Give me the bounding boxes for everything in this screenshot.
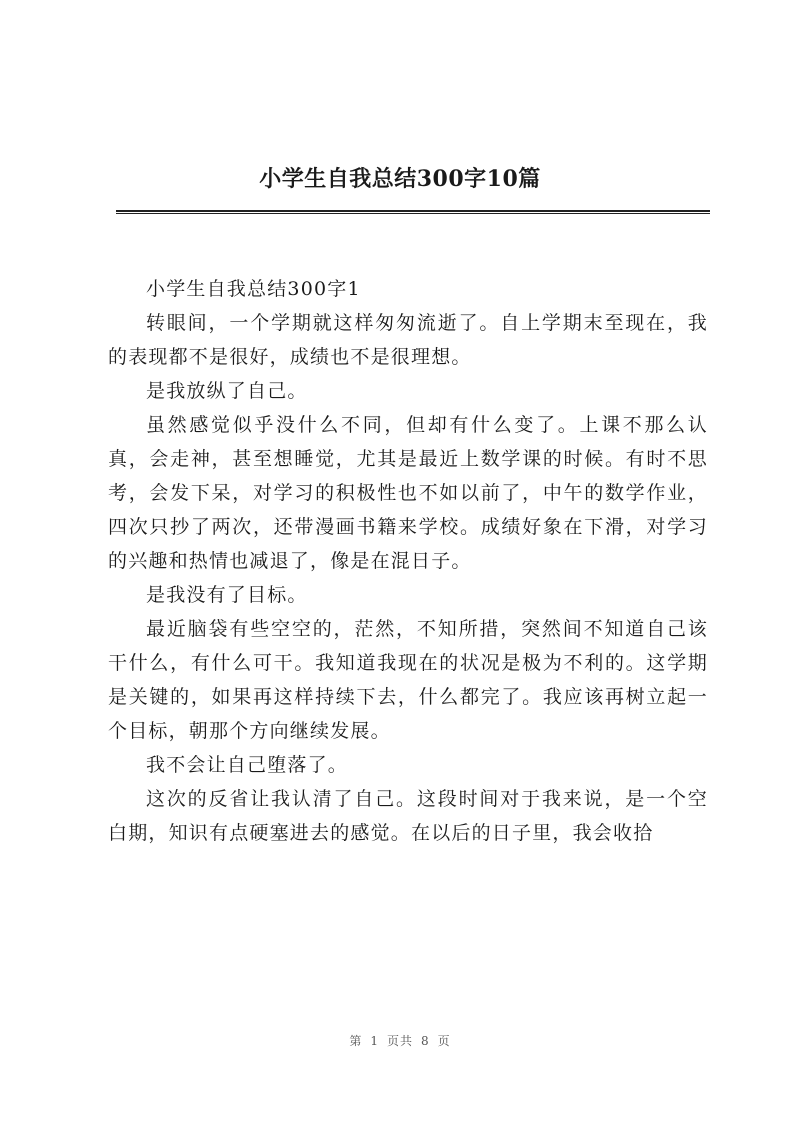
document-title: 小学生自我总结300字10篇 bbox=[259, 166, 541, 192]
paragraph: 虽然感觉似乎没什么不同，但却有什么变了。上课不那么认真，会走神，甚至想睡觉，尤其是最近上数学课的时候。有时不思考，会发下呆，对学习的积极性也不如以前了，中午的数学作业，四次只抄了两次，还带漫画书籍来学校。成绩好象在下滑，对学习的兴趣和热情也减退了，像是在混日子。 bbox=[108, 414, 708, 572]
current-page-number: 1 bbox=[370, 1034, 379, 1048]
footer-label-ye: 页 bbox=[437, 1034, 451, 1048]
total-pages-number: 8 bbox=[421, 1034, 430, 1048]
paragraph: 是我放纵了自己。 bbox=[146, 380, 308, 402]
document-body bbox=[108, 272, 708, 850]
page-footer bbox=[0, 1032, 800, 1049]
footer-label-ye-gong: 页共 bbox=[386, 1034, 413, 1048]
paragraph: 这次的反省让我认清了自己。这段时间对于我来说，是一个空白期，知识有点硬塞进去的感觉。在以后的日子里，我会收拾 bbox=[108, 788, 708, 844]
paragraph: 转眼间，一个学期就这样匆匆流逝了。自上学期末至现在，我的表现都不是很好，成绩也不是很理想。 bbox=[108, 312, 708, 368]
paragraph: 最近脑袋有些空空的，茫然，不知所措，突然间不知道自己该干什么，有什么可干。我知道我现在的状况是极为不利的。这学期是关键的，如果再这样持续下去，什么都完了。我应该再树立起一个目标，朝那个方向继续发展。 bbox=[108, 618, 708, 742]
paragraph: 是我没有了目标。 bbox=[146, 584, 308, 606]
paragraph: 我不会让自己堕落了。 bbox=[146, 754, 349, 776]
footer-label-di: 第 bbox=[349, 1034, 363, 1048]
section-heading: 小学生自我总结300字1 bbox=[146, 278, 361, 300]
title-divider bbox=[116, 210, 710, 214]
